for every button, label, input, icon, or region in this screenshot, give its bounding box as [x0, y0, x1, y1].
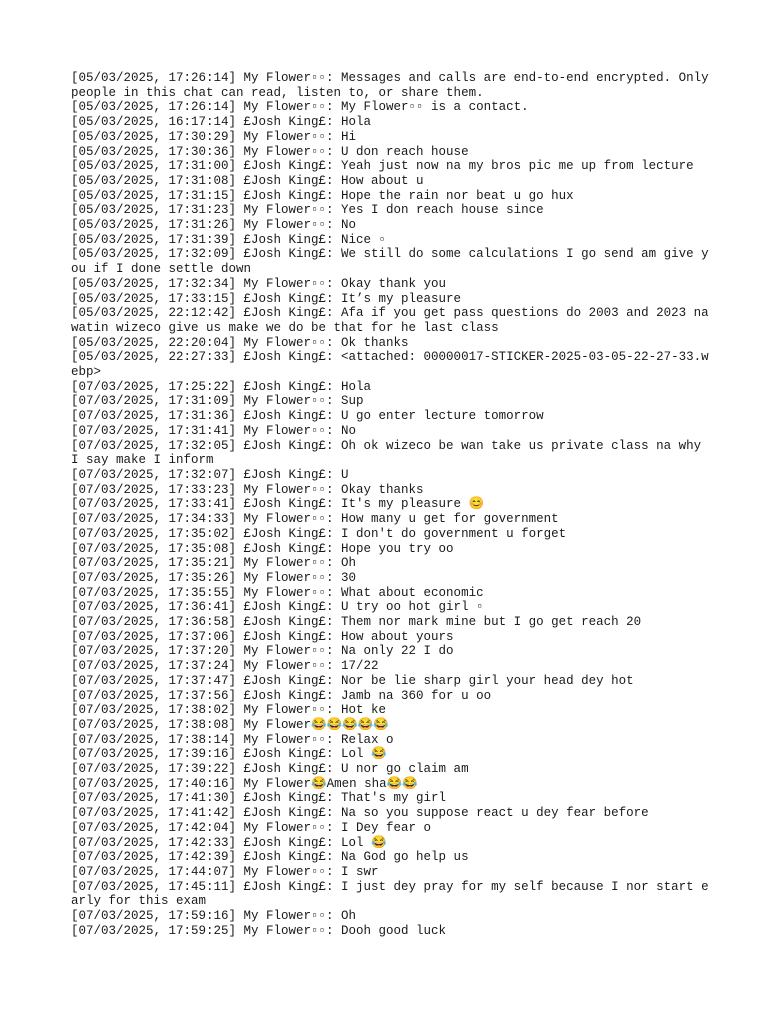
- chat-message-line: [07/03/2025, 17:41:30] £Josh King£: That's my girl: [71, 791, 447, 806]
- chat-message-line: [05/03/2025, 17:30:29] My Flower▫▫: Hi: [71, 129, 357, 144]
- chat-message-line: [05/03/2025, 22:20:04] My Flower▫▫: Ok thanks: [71, 335, 409, 350]
- chat-message-line: [07/03/2025, 17:39:22] £Josh King£: U nor go claim am: [71, 762, 469, 777]
- chat-message-line: [07/03/2025, 17:33:23] My Flower▫▫: Okay thanks: [71, 482, 424, 497]
- chat-message-line: [07/03/2025, 17:34:33] My Flower▫▫: How many u get for government: [71, 512, 559, 527]
- chat-message-line: [07/03/2025, 17:41:42] £Josh King£: Na so you suppose react u dey fear before: [71, 806, 649, 821]
- chat-message-line: [07/03/2025, 17:35:26] My Flower▫▫: 30: [71, 570, 357, 585]
- chat-message-line: [05/03/2025, 22:12:42] £Josh King£: Afa if you get pass questions do 2003 and 2023 na watin wizeco give us make we do be that for he last class: [71, 306, 717, 335]
- chat-message-line: [07/03/2025, 17:42:33] £Josh King£: Lol 😂: [71, 835, 387, 850]
- chat-message-line: [05/03/2025, 17:31:15] £Josh King£: Hope the rain nor beat u go hux: [71, 188, 574, 203]
- chat-message-line: [07/03/2025, 17:37:47] £Josh King£: Nor be lie sharp girl your head dey hot: [71, 673, 634, 688]
- chat-message-line: [05/03/2025, 17:31:39] £Josh King£: Nice ▫: [71, 232, 387, 247]
- chat-message-line: [07/03/2025, 17:38:08] My Flower😂😂😂😂😂: [71, 717, 389, 732]
- chat-message-line: [07/03/2025, 17:36:41] £Josh King£: U try oo hot girl ▫: [71, 600, 484, 615]
- chat-message-line: [05/03/2025, 17:26:14] My Flower▫▫: Messages and calls are end-to-end encrypted. Only people in this chat can read, listen to, or share them.: [71, 71, 717, 100]
- chat-message-line: [07/03/2025, 17:33:41] £Josh King£: It's my pleasure 😊: [71, 497, 485, 512]
- chat-message-line: [07/03/2025, 17:25:22] £Josh King£: Hola: [71, 379, 372, 394]
- chat-message-line: [05/03/2025, 17:31:08] £Josh King£: How about u: [71, 173, 424, 188]
- chat-message-line: [05/03/2025, 17:32:34] My Flower▫▫: Okay thank you: [71, 276, 447, 291]
- chat-message-line: [05/03/2025, 17:31:26] My Flower▫▫: No: [71, 218, 357, 233]
- chat-message-line: [07/03/2025, 17:42:04] My Flower▫▫: I Dey fear o: [71, 820, 432, 835]
- chat-message-line: [07/03/2025, 17:35:55] My Flower▫▫: What about economic: [71, 585, 484, 600]
- chat-message-line: [07/03/2025, 17:59:25] My Flower▫▫: Dooh good luck: [71, 923, 447, 938]
- chat-message-line: [07/03/2025, 17:31:36] £Josh King£: U go enter lecture tomorrow: [71, 409, 544, 424]
- chat-message-line: [07/03/2025, 17:39:16] £Josh King£: Lol 😂: [71, 747, 387, 762]
- chat-message-line: [05/03/2025, 17:30:36] My Flower▫▫: U don reach house: [71, 144, 469, 159]
- chat-message-line: [07/03/2025, 17:32:05] £Josh King£: Oh ok wizeco be wan take us private class na why I say make I inform: [71, 438, 709, 468]
- chat-transcript: [71, 71, 717, 938]
- chat-message-line: [07/03/2025, 17:44:07] My Flower▫▫: I swr: [71, 864, 379, 879]
- chat-message-line: [07/03/2025, 17:37:56] £Josh King£: Jamb na 360 for u oo: [71, 688, 492, 703]
- chat-message-line: [07/03/2025, 17:37:06] £Josh King£: How about yours: [71, 629, 454, 644]
- chat-message-line: [07/03/2025, 17:38:14] My Flower▫▫: Relax o: [71, 732, 394, 747]
- chat-message-line: [07/03/2025, 17:31:41] My Flower▫▫: No: [71, 423, 357, 438]
- chat-message-line: [05/03/2025, 17:32:09] £Josh King£: We still do some calculations I go send am give you if I done settle down: [71, 247, 709, 277]
- chat-message-line: [07/03/2025, 17:35:02] £Josh King£: I don't do government u forget: [71, 526, 567, 541]
- chat-message-line: [05/03/2025, 16:17:14] £Josh King£: Hola: [71, 115, 372, 130]
- chat-message-line: [07/03/2025, 17:38:02] My Flower▫▫: Hot ke: [71, 703, 387, 718]
- chat-message-line: [07/03/2025, 17:31:09] My Flower▫▫: Sup: [71, 394, 364, 409]
- chat-message-line: [05/03/2025, 17:31:23] My Flower▫▫: Yes I don reach house since: [71, 203, 544, 218]
- chat-message-line: [07/03/2025, 17:40:16] My Flower😂Amen sha😂😂: [71, 776, 418, 791]
- chat-message-line: [07/03/2025, 17:45:11] £Josh King£: I just dey pray for my self because I nor start early for this exam: [71, 879, 709, 909]
- chat-message-line: [07/03/2025, 17:42:39] £Josh King£: Na God go help us: [71, 850, 469, 865]
- chat-message-line: [05/03/2025, 17:31:00] £Josh King£: Yeah just now na my bros pic me up from lecture: [71, 159, 694, 174]
- chat-message-line: [07/03/2025, 17:35:08] £Josh King£: Hope you try oo: [71, 541, 454, 556]
- chat-message-line: [05/03/2025, 17:26:14] My Flower▫▫: My Flower▫▫ is a contact.: [71, 100, 529, 115]
- chat-message-line: [07/03/2025, 17:36:58] £Josh King£: Them nor mark mine but I go get reach 20: [71, 615, 642, 630]
- chat-message-line: [05/03/2025, 17:33:15] £Josh King£: It’s my pleasure: [71, 291, 462, 306]
- chat-message-line: [07/03/2025, 17:35:21] My Flower▫▫: Oh: [71, 556, 357, 571]
- chat-message-line: [05/03/2025, 22:27:33] £Josh King£: <attached: 00000017-STICKER-2025-03-05-22-27-33.webp>: [71, 350, 709, 380]
- chat-message-line: [07/03/2025, 17:37:20] My Flower▫▫: Na only 22 I do: [71, 644, 454, 659]
- chat-message-line: [07/03/2025, 17:32:07] £Josh King£: U: [71, 467, 349, 482]
- chat-message-line: [07/03/2025, 17:59:16] My Flower▫▫: Oh: [71, 909, 357, 924]
- chat-message-line: [07/03/2025, 17:37:24] My Flower▫▫: 17/22: [71, 659, 379, 674]
